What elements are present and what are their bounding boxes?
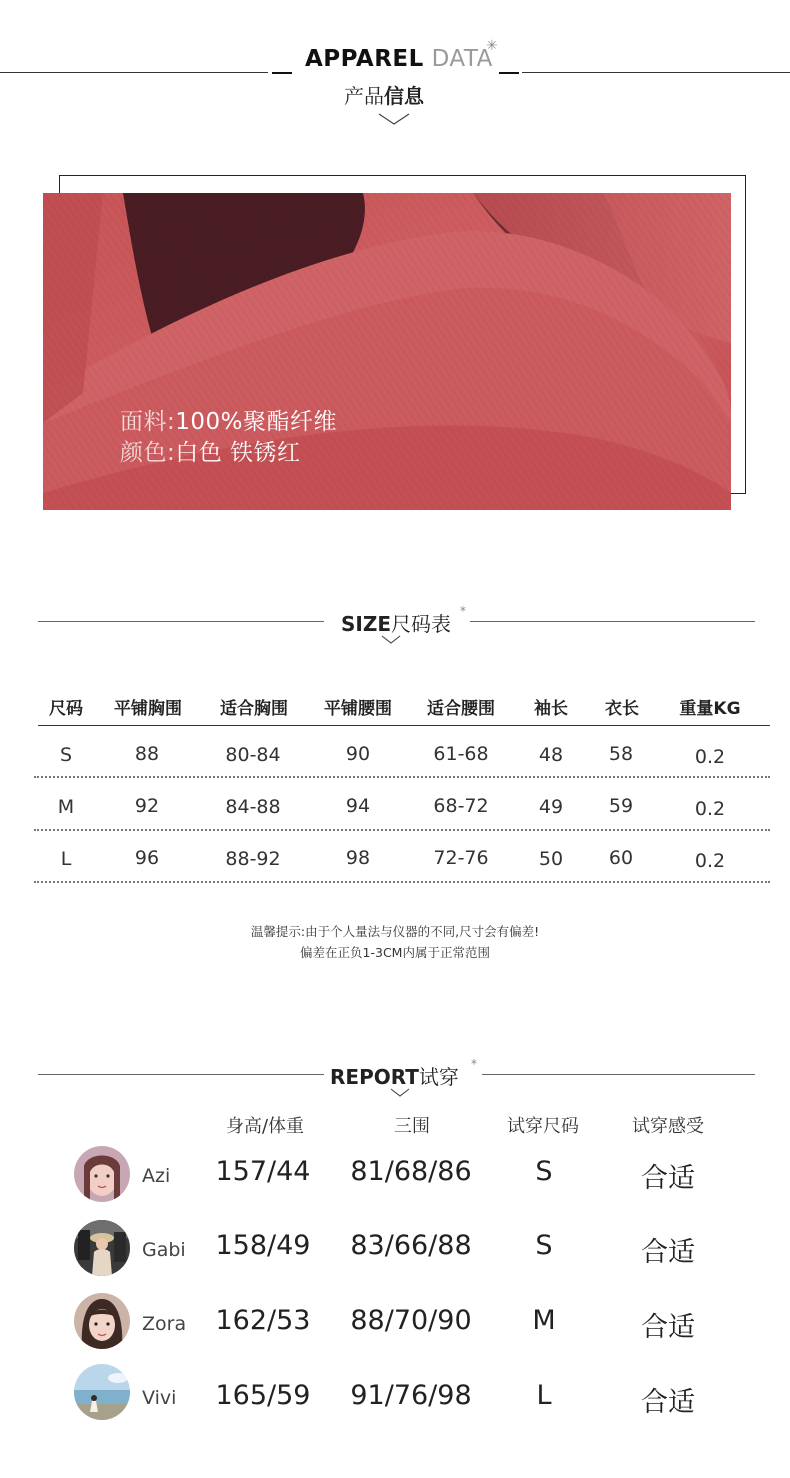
report-header-height-weight: 身高/体重 bbox=[225, 1116, 305, 1137]
size-cell: M bbox=[57, 796, 75, 818]
length-cell: 58 bbox=[608, 743, 634, 765]
tester-height-weight: 162/53 bbox=[215, 1305, 311, 1336]
header-title bbox=[305, 46, 493, 72]
size-cell: L bbox=[60, 848, 72, 870]
tester-measurements: 81/68/86 bbox=[350, 1156, 472, 1187]
size-note-line2: 偏差在正负1-3CM内属于正常范围 bbox=[300, 945, 490, 960]
flat-waist-cell: 98 bbox=[345, 847, 371, 869]
header-dash-right bbox=[499, 72, 519, 74]
report-rule-left bbox=[38, 1074, 324, 1075]
flat-chest-cell: 92 bbox=[134, 795, 160, 817]
fit-chest-cell: 88-92 bbox=[225, 848, 281, 870]
size-title-normal: 尺码表 bbox=[391, 612, 452, 636]
size-rule-right bbox=[470, 621, 755, 622]
size-header-fit-waist: 适合腰围 bbox=[427, 699, 495, 719]
avatar bbox=[74, 1220, 130, 1276]
report-title-bold: REPORT bbox=[330, 1065, 419, 1089]
report-header-measurements: 三围 bbox=[394, 1116, 430, 1137]
report-rule-right bbox=[482, 1074, 755, 1075]
report-header-feel: 试穿感受 bbox=[632, 1116, 704, 1137]
avatar bbox=[74, 1364, 130, 1420]
header-subtitle-bold: 信息 bbox=[384, 84, 424, 108]
tester-height-weight: 157/44 bbox=[215, 1156, 311, 1187]
header-rule-right bbox=[522, 72, 790, 73]
fabric-material-value: 100%聚酯纤维 bbox=[175, 409, 338, 435]
fabric-color-value: 白色 铁锈红 bbox=[175, 440, 301, 466]
tester-name: Vivi bbox=[142, 1387, 177, 1409]
size-header-sleeve: 袖长 bbox=[534, 699, 568, 719]
tester-size: M bbox=[532, 1305, 556, 1336]
report-header-size: 试穿尺码 bbox=[507, 1116, 579, 1137]
report-section-title bbox=[330, 1061, 459, 1090]
size-title-bold: SIZE bbox=[341, 612, 392, 636]
tester-measurements: 88/70/90 bbox=[350, 1305, 472, 1336]
length-cell: 60 bbox=[608, 847, 634, 869]
size-rule-left bbox=[38, 621, 324, 622]
tester-name: Azi bbox=[142, 1165, 171, 1187]
weight-cell: 0.2 bbox=[694, 850, 726, 872]
header-star-icon: ✳ bbox=[486, 38, 498, 54]
tester-height-weight: 165/59 bbox=[215, 1380, 311, 1411]
size-cell: S bbox=[59, 744, 73, 766]
fabric-color-label: 颜色: bbox=[120, 440, 176, 466]
size-header-weight: 重量KG bbox=[679, 699, 741, 719]
report-star-icon: * bbox=[471, 1057, 477, 1071]
header-subtitle-normal: 产品 bbox=[344, 84, 384, 108]
fit-waist-cell: 72-76 bbox=[433, 847, 489, 869]
tester-feel: 合适 bbox=[641, 1237, 695, 1268]
header-subtitle bbox=[344, 80, 424, 109]
row-divider bbox=[34, 829, 770, 831]
chevron-down-icon bbox=[378, 112, 410, 126]
tester-size: S bbox=[535, 1230, 553, 1261]
fit-waist-cell: 61-68 bbox=[433, 743, 489, 765]
header-title-bold: APPAREL bbox=[305, 46, 424, 72]
size-note-line1: 温馨提示:由于个人量法与仪器的不同,尺寸会有偏差! bbox=[250, 924, 540, 939]
tester-size: L bbox=[536, 1380, 552, 1411]
size-header-flat-chest: 平铺胸围 bbox=[114, 699, 182, 719]
fabric-color-text bbox=[120, 434, 301, 467]
tester-name: Zora bbox=[142, 1313, 187, 1335]
weight-cell: 0.2 bbox=[694, 798, 726, 820]
flat-waist-cell: 94 bbox=[345, 795, 371, 817]
fabric-material-label: 面料: bbox=[120, 409, 176, 435]
size-star-icon: * bbox=[460, 604, 466, 618]
flat-chest-cell: 96 bbox=[134, 847, 160, 869]
size-header-flat-waist: 平铺腰围 bbox=[324, 699, 392, 719]
sleeve-cell: 48 bbox=[538, 744, 564, 766]
size-header-size: 尺码 bbox=[49, 699, 83, 719]
header-title-light: DATA bbox=[431, 46, 493, 72]
fabric-material-text bbox=[120, 403, 337, 436]
sleeve-cell: 49 bbox=[538, 796, 564, 818]
report-title-normal: 试穿 bbox=[418, 1065, 459, 1089]
chevron-down-icon bbox=[390, 1088, 410, 1097]
flat-waist-cell: 90 bbox=[345, 743, 371, 765]
tester-name: Gabi bbox=[142, 1239, 186, 1261]
tester-height-weight: 158/49 bbox=[215, 1230, 311, 1261]
header-dash-left bbox=[272, 72, 292, 74]
tester-feel: 合适 bbox=[641, 1312, 695, 1343]
avatar bbox=[74, 1293, 130, 1349]
tester-feel: 合适 bbox=[641, 1387, 695, 1418]
row-divider bbox=[34, 776, 770, 778]
flat-chest-cell: 88 bbox=[134, 743, 160, 765]
chevron-down-icon bbox=[381, 635, 401, 644]
fit-chest-cell: 80-84 bbox=[225, 744, 281, 766]
tester-measurements: 83/66/88 bbox=[350, 1230, 472, 1261]
avatar bbox=[74, 1146, 130, 1202]
weight-cell: 0.2 bbox=[694, 746, 726, 768]
row-divider bbox=[34, 881, 770, 883]
header-rule-left bbox=[0, 72, 268, 73]
sleeve-cell: 50 bbox=[538, 848, 564, 870]
size-header-fit-chest: 适合胸围 bbox=[220, 699, 288, 719]
fit-chest-cell: 84-88 bbox=[225, 796, 281, 818]
tester-size: S bbox=[535, 1156, 553, 1187]
size-header-rule bbox=[38, 725, 770, 726]
size-header-length: 衣长 bbox=[605, 699, 639, 719]
fit-waist-cell: 68-72 bbox=[433, 795, 489, 817]
tester-feel: 合适 bbox=[641, 1163, 695, 1194]
size-section-title bbox=[341, 608, 451, 637]
length-cell: 59 bbox=[608, 795, 634, 817]
tester-measurements: 91/76/98 bbox=[350, 1380, 472, 1411]
